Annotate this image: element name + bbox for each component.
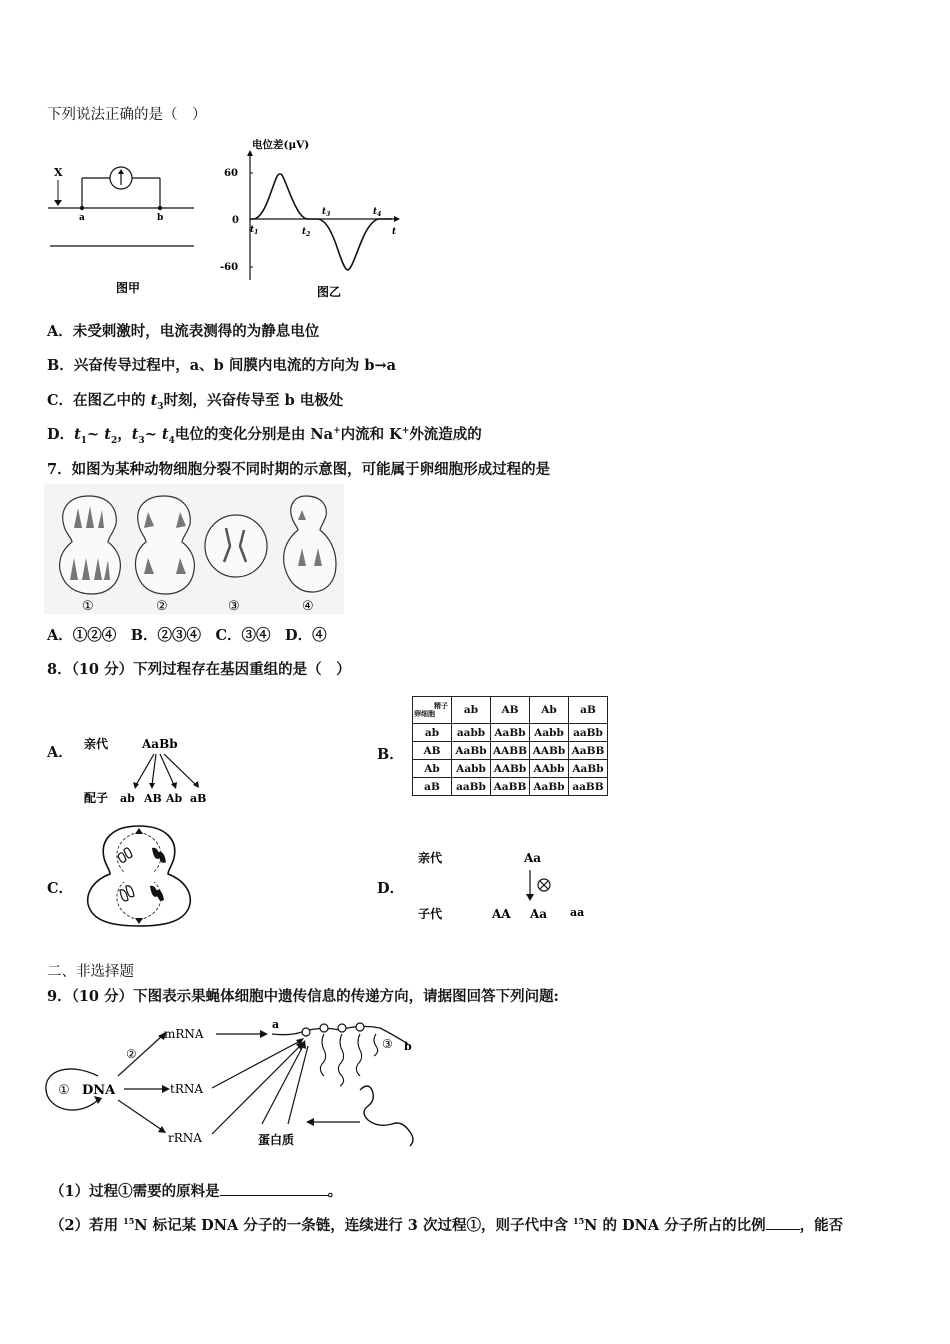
protein-chain xyxy=(360,1086,413,1146)
q8-option-a[interactable]: A． xyxy=(47,744,73,761)
trna-label: tRNA xyxy=(170,1082,204,1096)
svg-text:ab: ab xyxy=(120,792,135,805)
svg-text:亲代: 亲代 xyxy=(418,851,443,865)
punnett-square: 精子 卵细胞 ab AB Ab aB ab aabb AaBb Aabb aaBb AB AaBb AABB AABb AaBB Ab Aabb AABb AAbb AaBb aB aaBb AaBB AaBb aaBB xyxy=(412,696,608,796)
cell-2 xyxy=(135,496,194,594)
figure-jia xyxy=(44,160,204,300)
svg-text:a: a xyxy=(272,1018,280,1031)
svg-text:0: 0 xyxy=(232,215,239,226)
q8-option-b[interactable]: B． xyxy=(377,746,404,763)
svg-text:③: ③ xyxy=(382,1037,393,1051)
svg-text:t1: $t_1$ xyxy=(250,225,259,236)
figure-yi xyxy=(212,132,412,304)
ribosome-icon xyxy=(302,1028,310,1036)
cell-3 xyxy=(205,515,267,577)
q8-option-c[interactable]: C． xyxy=(47,880,74,897)
fig-jia-caption: 图甲 xyxy=(116,281,141,295)
dna-label: DNA xyxy=(82,1083,116,1098)
gene-expression-diagram xyxy=(40,1014,430,1154)
answer-blank-2[interactable] xyxy=(766,1215,800,1230)
svg-text:t3: $t_3$ xyxy=(322,207,331,218)
svg-text:①: ① xyxy=(58,1083,70,1098)
q7-stem: 7．如图为某种动物细胞分裂不同时期的示意图，可能属于卵细胞形成过程的是 xyxy=(47,461,551,478)
svg-text:配子: 配子 xyxy=(84,791,109,805)
fig-jia-x-label: X xyxy=(54,166,63,179)
svg-text:Ab: Ab xyxy=(166,792,183,805)
label-b: b xyxy=(157,213,164,223)
svg-text:子代: 子代 xyxy=(418,907,443,921)
q6-option-c[interactable]: C．在图乙中的 $t_3$时刻，兴奋传导至 b 电极处 xyxy=(47,392,344,412)
protein-label: 蛋白质 xyxy=(258,1133,295,1147)
cell-label-1: ① xyxy=(82,599,94,614)
q9-stem: 9．（10 分）下图表示果蝇体细胞中遗传信息的传递方向，请据图回答下列问题: xyxy=(47,988,559,1005)
svg-text:AB: AB xyxy=(144,792,162,805)
label-a: a xyxy=(79,213,85,223)
svg-text:t4: $t_4$ xyxy=(373,207,382,218)
svg-text:t2: $t_2$ xyxy=(302,227,311,238)
fig-yi-y-title: 电位差(μV) xyxy=(252,139,310,151)
svg-text:aB: aB xyxy=(190,792,207,805)
svg-text:AaBb: AaBb xyxy=(142,737,178,751)
svg-text:Aa: Aa xyxy=(524,851,542,865)
cell-label-4: ④ xyxy=(302,599,314,614)
svg-text:②: ② xyxy=(126,1047,137,1061)
q8-a-figure xyxy=(80,730,220,810)
cell-division-figure xyxy=(44,484,344,614)
q9-sub2: （2）若用 $^{15}$N 标记某 DNA 分子的一条链，连续进行 3 次过程①，则子代中含 $^{15}$N 的 DNA 分子所占的比例 ，能否 xyxy=(50,1216,844,1234)
mrna-label: mRNA xyxy=(164,1027,204,1041)
q8-c-cell-figure xyxy=(84,820,194,930)
q7-options[interactable]: A．①②④ B．②③④ C．③④ D．④ xyxy=(47,627,327,644)
q8-stem: 8．（10 分）下列过程存在基因重组的是（ ） xyxy=(47,661,351,678)
svg-text:t: t xyxy=(392,227,397,237)
q6-option-b[interactable]: B．兴奋传导过程中，a、b 间膜内电流的方向为 b→a xyxy=(47,357,397,374)
rrna-label: rRNA xyxy=(168,1131,202,1145)
answer-blank-1[interactable] xyxy=(220,1181,328,1196)
svg-text:AA: AA xyxy=(492,907,511,921)
svg-text:aa: aa xyxy=(570,906,585,919)
cell-label-2: ② xyxy=(156,599,168,614)
section-heading: 二、非选择题 xyxy=(47,964,134,980)
svg-text:亲代: 亲代 xyxy=(84,737,109,751)
svg-text:b: b xyxy=(404,1040,412,1053)
svg-text:60: 60 xyxy=(224,168,238,179)
cell-label-3: ③ xyxy=(228,599,240,614)
q8-d-figure xyxy=(412,840,602,930)
q9-sub1: （1）过程①需要的原料是 。 xyxy=(50,1183,343,1200)
cell-1 xyxy=(60,496,121,594)
potential-curve xyxy=(250,174,392,270)
svg-text:-60: -60 xyxy=(220,262,239,273)
fig-yi-caption: 图乙 xyxy=(317,285,342,299)
q6-stem: 下列说法正确的是（ ） xyxy=(47,107,207,123)
q8-option-d[interactable]: D． xyxy=(377,880,405,897)
q6-option-a[interactable]: A．未受刺激时，电流表测得的为静息电位 xyxy=(47,323,320,340)
q6-option-d[interactable]: D．$t_1\sim$ $t_2$，$t_3\sim$ $t_4$电位的变化分别是由 Na+内流和 K+外流造成的 xyxy=(47,426,482,446)
svg-text:Aa: Aa xyxy=(530,907,548,921)
